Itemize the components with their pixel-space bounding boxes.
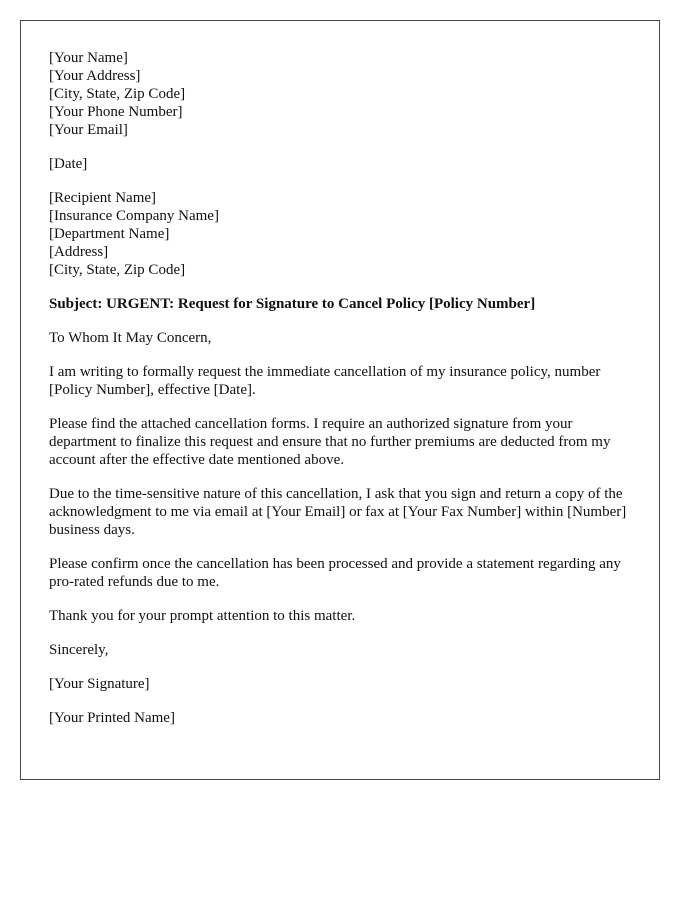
signature-placeholder: [Your Signature] <box>49 676 150 692</box>
sender-name: [Your Name] <box>49 50 128 66</box>
sender-phone: [Your Phone Number] <box>49 104 183 120</box>
printed-name-placeholder: [Your Printed Name] <box>49 710 175 726</box>
body-paragraph-5: Thank you for your prompt attention to this matter. <box>49 608 356 624</box>
sender-city-state-zip: [City, State, Zip Code] <box>49 86 186 102</box>
body-paragraph-4: Please confirm once the cancellation has been processed and provide a statement regarding any pro-rated refunds due to me. <box>49 556 621 590</box>
sender-address: [Your Address] <box>49 68 141 84</box>
sender-block <box>49 49 641 139</box>
letter-date: [Date] <box>49 156 88 172</box>
recipient-department: [Department Name] <box>49 226 170 242</box>
subject-line: Subject: URGENT: Request for Signature to Cancel Policy [Policy Number] <box>49 296 536 312</box>
body-paragraph-2: Please find the attached cancellation forms. I require an authorized signature from your department to finalize this request and ensure that no further premiums are deducted from my account after the effective date mentioned above. <box>49 416 611 468</box>
salutation: To Whom It May Concern, <box>49 330 212 346</box>
closing: Sincerely, <box>49 642 109 658</box>
body-paragraph-3: Due to the time-sensitive nature of this cancellation, I ask that you sign and return a copy of the acknowledgment to me via email at [Your Email] or fax at [Your Fax Number] within [Number] business days. <box>49 486 627 538</box>
recipient-city-state-zip: [City, State, Zip Code] <box>49 262 186 278</box>
recipient-company: [Insurance Company Name] <box>49 208 219 224</box>
sender-email: [Your Email] <box>49 122 128 138</box>
date-block <box>49 155 641 173</box>
recipient-block <box>49 189 641 279</box>
recipient-address: [Address] <box>49 244 109 260</box>
letter-content <box>49 49 641 743</box>
letter-page <box>20 20 660 780</box>
body-paragraph-1: I am writing to formally request the immediate cancellation of my insurance policy, number [Policy Number], effective [Date]. <box>49 364 601 398</box>
recipient-name: [Recipient Name] <box>49 190 157 206</box>
